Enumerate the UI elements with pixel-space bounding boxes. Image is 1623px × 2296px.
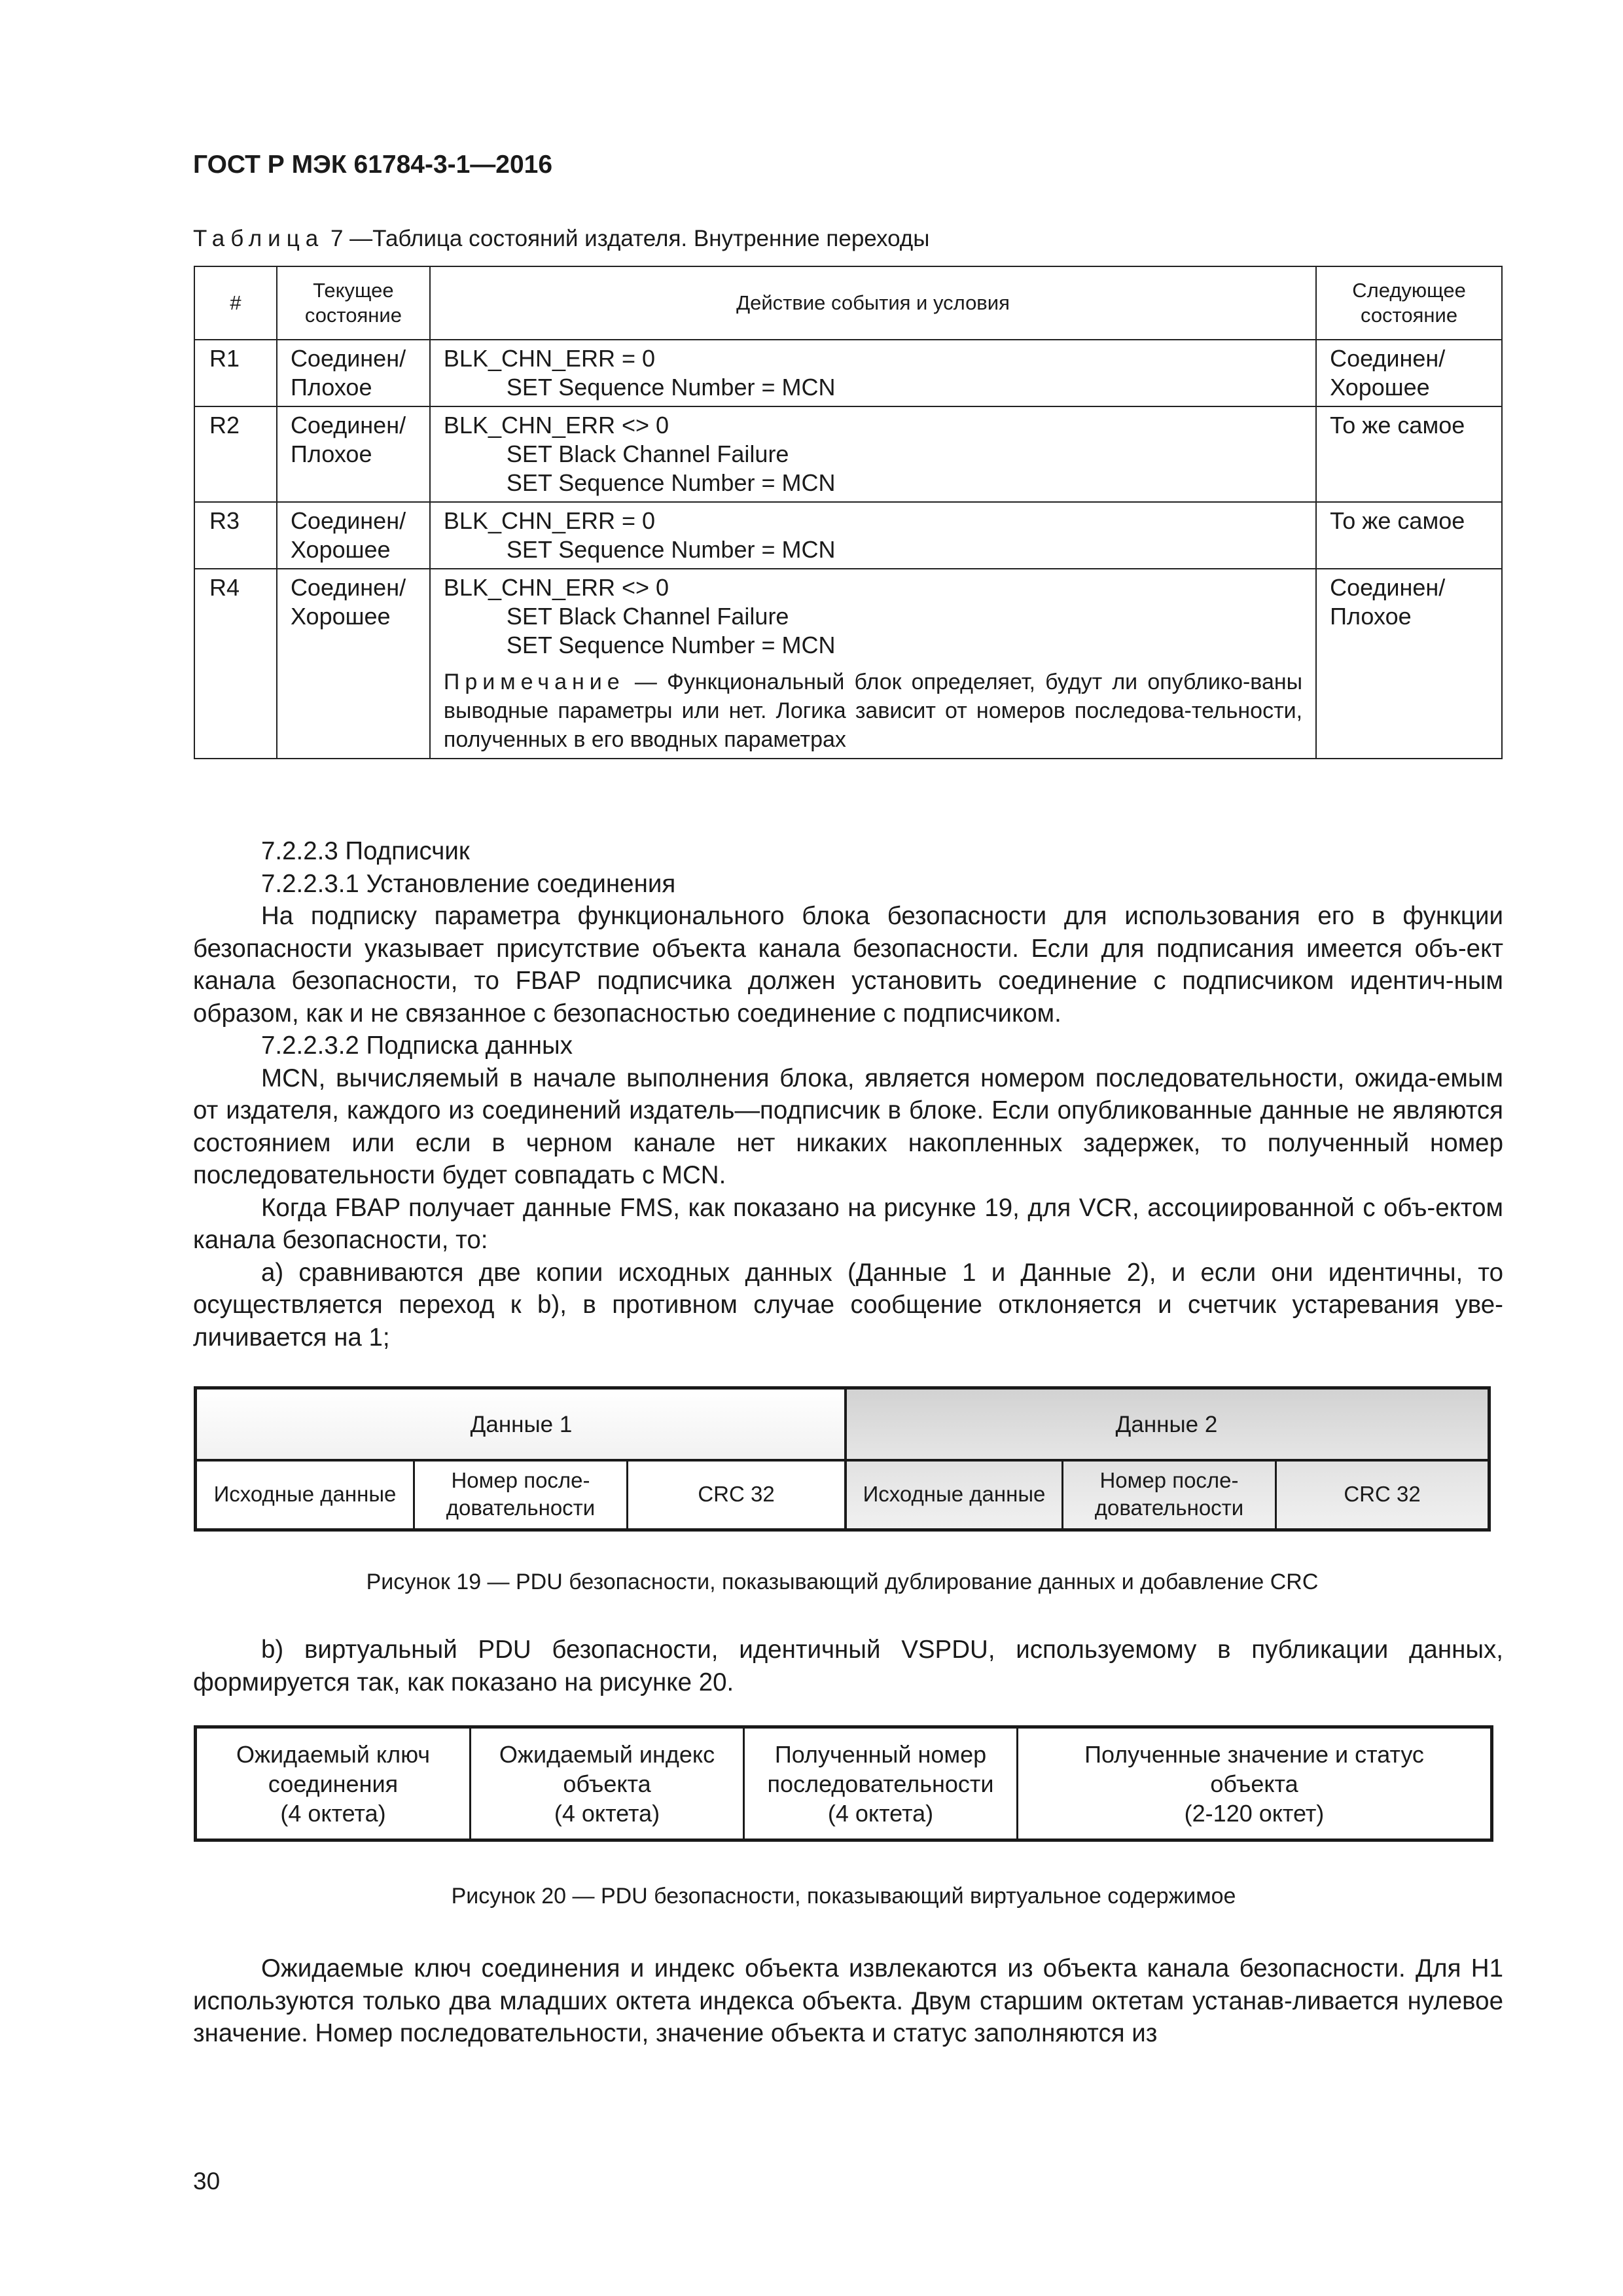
row-current-state: Соединен/ Плохое <box>277 406 430 502</box>
row-condition: BLK_CHN_ERR = 0 <box>443 507 656 534</box>
data1-label: Данные 1 <box>470 1412 573 1437</box>
sequence-number-cell: Номер после-довательности <box>446 1468 596 1520</box>
paragraph: Ожидаемые ключ соединения и индекс объекта извлекаются из объекта канала безопасности. Для H1 используются только два младших октета индекса объекта. Двум старшим октетам устанав-ливается нулевое значение. Номер последовательности, значение объекта и статус заполняются из <box>193 1954 1503 2047</box>
connection-key-cell <box>197 1729 469 1839</box>
table-caption-word: Таблица <box>193 226 325 251</box>
row-condition: BLK_CHN_ERR = 0 <box>443 345 656 372</box>
section-heading: 7.2.2.3 Подписчик <box>261 837 470 865</box>
cell-size: (2-120 октет) <box>1184 1799 1325 1827</box>
object-index-cell <box>471 1729 743 1839</box>
row-current-state: Соединен/ Хорошее <box>277 569 430 759</box>
col-header-action: Действие события и условия <box>430 266 1316 340</box>
body-text-middle <box>193 1634 1503 1698</box>
crc-cell: CRC 32 <box>698 1482 775 1506</box>
row-next-state: То же самое <box>1316 502 1502 569</box>
row-next-state: То же самое <box>1316 406 1502 502</box>
figure-20-caption: Рисунок 20 — PDU безопасности, показывающий виртуальное содержимое <box>451 1884 1236 1909</box>
source-data-cell: Исходные данные <box>863 1482 1046 1506</box>
table-caption <box>193 226 929 252</box>
paragraph: Когда FBAP получает данные FMS, как показано на рисунке 19, для VCR, ассоциированной с объ-ектом канала безопасности, то: <box>193 1193 1503 1254</box>
body-text-upper <box>193 835 1503 1354</box>
cell-title: Ожидаемый индекс объекта <box>499 1740 715 1797</box>
row-id: R2 <box>194 406 277 502</box>
row-action <box>430 406 1316 502</box>
row-next-state: Соединен/ Плохое <box>1316 569 1502 759</box>
figure-19-caption: Рисунок 19 — PDU безопасности, показывающий дублирование данных и добавление CRC <box>366 1570 1319 1594</box>
crc-cell: CRC 32 <box>1344 1482 1421 1506</box>
figure-19-pdu-diagram <box>194 1386 1491 1532</box>
cell-title: Ожидаемый ключ соединения <box>236 1740 431 1797</box>
table-header-row <box>194 266 1502 340</box>
row-condition: BLK_CHN_ERR <> 0 <box>443 574 669 601</box>
col-header-next-state: Следующее состояние <box>1316 266 1502 340</box>
row-action <box>430 340 1316 406</box>
row-id: R4 <box>194 569 277 759</box>
row-current-state: Соединен/ Плохое <box>277 340 430 406</box>
row-next-state: Соединен/ Хорошее <box>1316 340 1502 406</box>
table-row <box>194 502 1502 569</box>
data2-label: Данные 2 <box>1115 1412 1218 1437</box>
row-action-line: SET Sequence Number = MCN <box>506 632 836 658</box>
value-status-cell <box>1018 1729 1490 1839</box>
table-row <box>194 340 1502 406</box>
cell-title: Полученный номер последовательности <box>767 1740 994 1797</box>
paragraph: MCN, вычисляемый в начале выполнения блока, является номером последовательности, ожида-емым от издателя, каждого из соединений издатель—подписчик в блоке. Если опубликованные данные не являются состоянием или если в черном канале нет никаких накопленных задержек, то полученный номер последовательности будет совпадать с MCN. <box>193 1064 1503 1189</box>
cell-size: (4 октета) <box>827 1799 934 1827</box>
page-number: 30 <box>193 2168 221 2195</box>
row-action-line: SET Sequence Number = MCN <box>506 536 836 563</box>
document-header: ГОСТ Р МЭК 61784-3-1—2016 <box>193 151 553 179</box>
cell-size: (4 октета) <box>280 1799 386 1827</box>
row-id: R1 <box>194 340 277 406</box>
paragraph: На подписку параметра функционального блока безопасности для использования его в функции безопасности указывает присутствие объекта канала безопасности. Если для подписания имеется объ-ект канала безопасности, то FBAP подписчика должен установить соединение с подписчиком идентич-ным образом, как и не связанное с безопасностью соединение с подписчиком. <box>193 902 1503 1028</box>
row-current-state: Соединен/ Хорошее <box>277 502 430 569</box>
row-action-line: SET Black Channel Failure <box>506 440 789 467</box>
sequence-number-cell <box>745 1729 1016 1839</box>
source-data-cell: Исходные данные <box>213 1482 397 1506</box>
row-action-line: SET Sequence Number = MCN <box>506 374 836 401</box>
table-caption-text: 7 —Таблица состояний издателя. Внутренние переходы <box>324 226 930 251</box>
note-word: Примечание <box>443 670 625 694</box>
col-header-number: # <box>194 266 277 340</box>
state-table <box>194 266 1503 759</box>
sequence-number-cell: Номер после-довательности <box>1094 1468 1244 1520</box>
section-heading: 7.2.2.3.2 Подписка данных <box>261 1031 573 1060</box>
note-text: — Функциональный блок определяет, будут ли опублико-ваны выводные параметры или нет. Логика зависит от номеров последова-тельности, полученных в его вводных параметрах <box>443 670 1303 752</box>
row-action <box>430 502 1316 569</box>
row-action <box>430 569 1316 759</box>
body-text-lower <box>193 1952 1503 2050</box>
row-action-line: SET Sequence Number = MCN <box>506 469 836 496</box>
paragraph: a) сравниваются две копии исходных данных (Данные 1 и Данные 2), и если они идентичны, то осуществляется переход к b), в противном случае сообщение отклоняется и счетчик устаревания уве-личивается на 1; <box>193 1258 1503 1352</box>
cell-size: (4 октета) <box>554 1799 660 1827</box>
table-note <box>444 668 1302 754</box>
row-condition: BLK_CHN_ERR <> 0 <box>443 412 669 439</box>
row-id: R3 <box>194 502 277 569</box>
row-action-line: SET Black Channel Failure <box>506 603 789 630</box>
figure-20-virtual-pdu <box>194 1725 1493 1842</box>
table-row <box>194 569 1502 759</box>
section-heading: 7.2.2.3.1 Установление соединения <box>261 869 676 898</box>
cell-title: Полученные значение и статус объекта <box>1084 1740 1424 1797</box>
table-row <box>194 406 1502 502</box>
paragraph: b) виртуальный PDU безопасности, идентичный VSPDU, используемому в публикации данных, формируется так, как показано на рисунке 20. <box>193 1636 1503 1696</box>
col-header-current-state: Текущее состояние <box>277 266 430 340</box>
